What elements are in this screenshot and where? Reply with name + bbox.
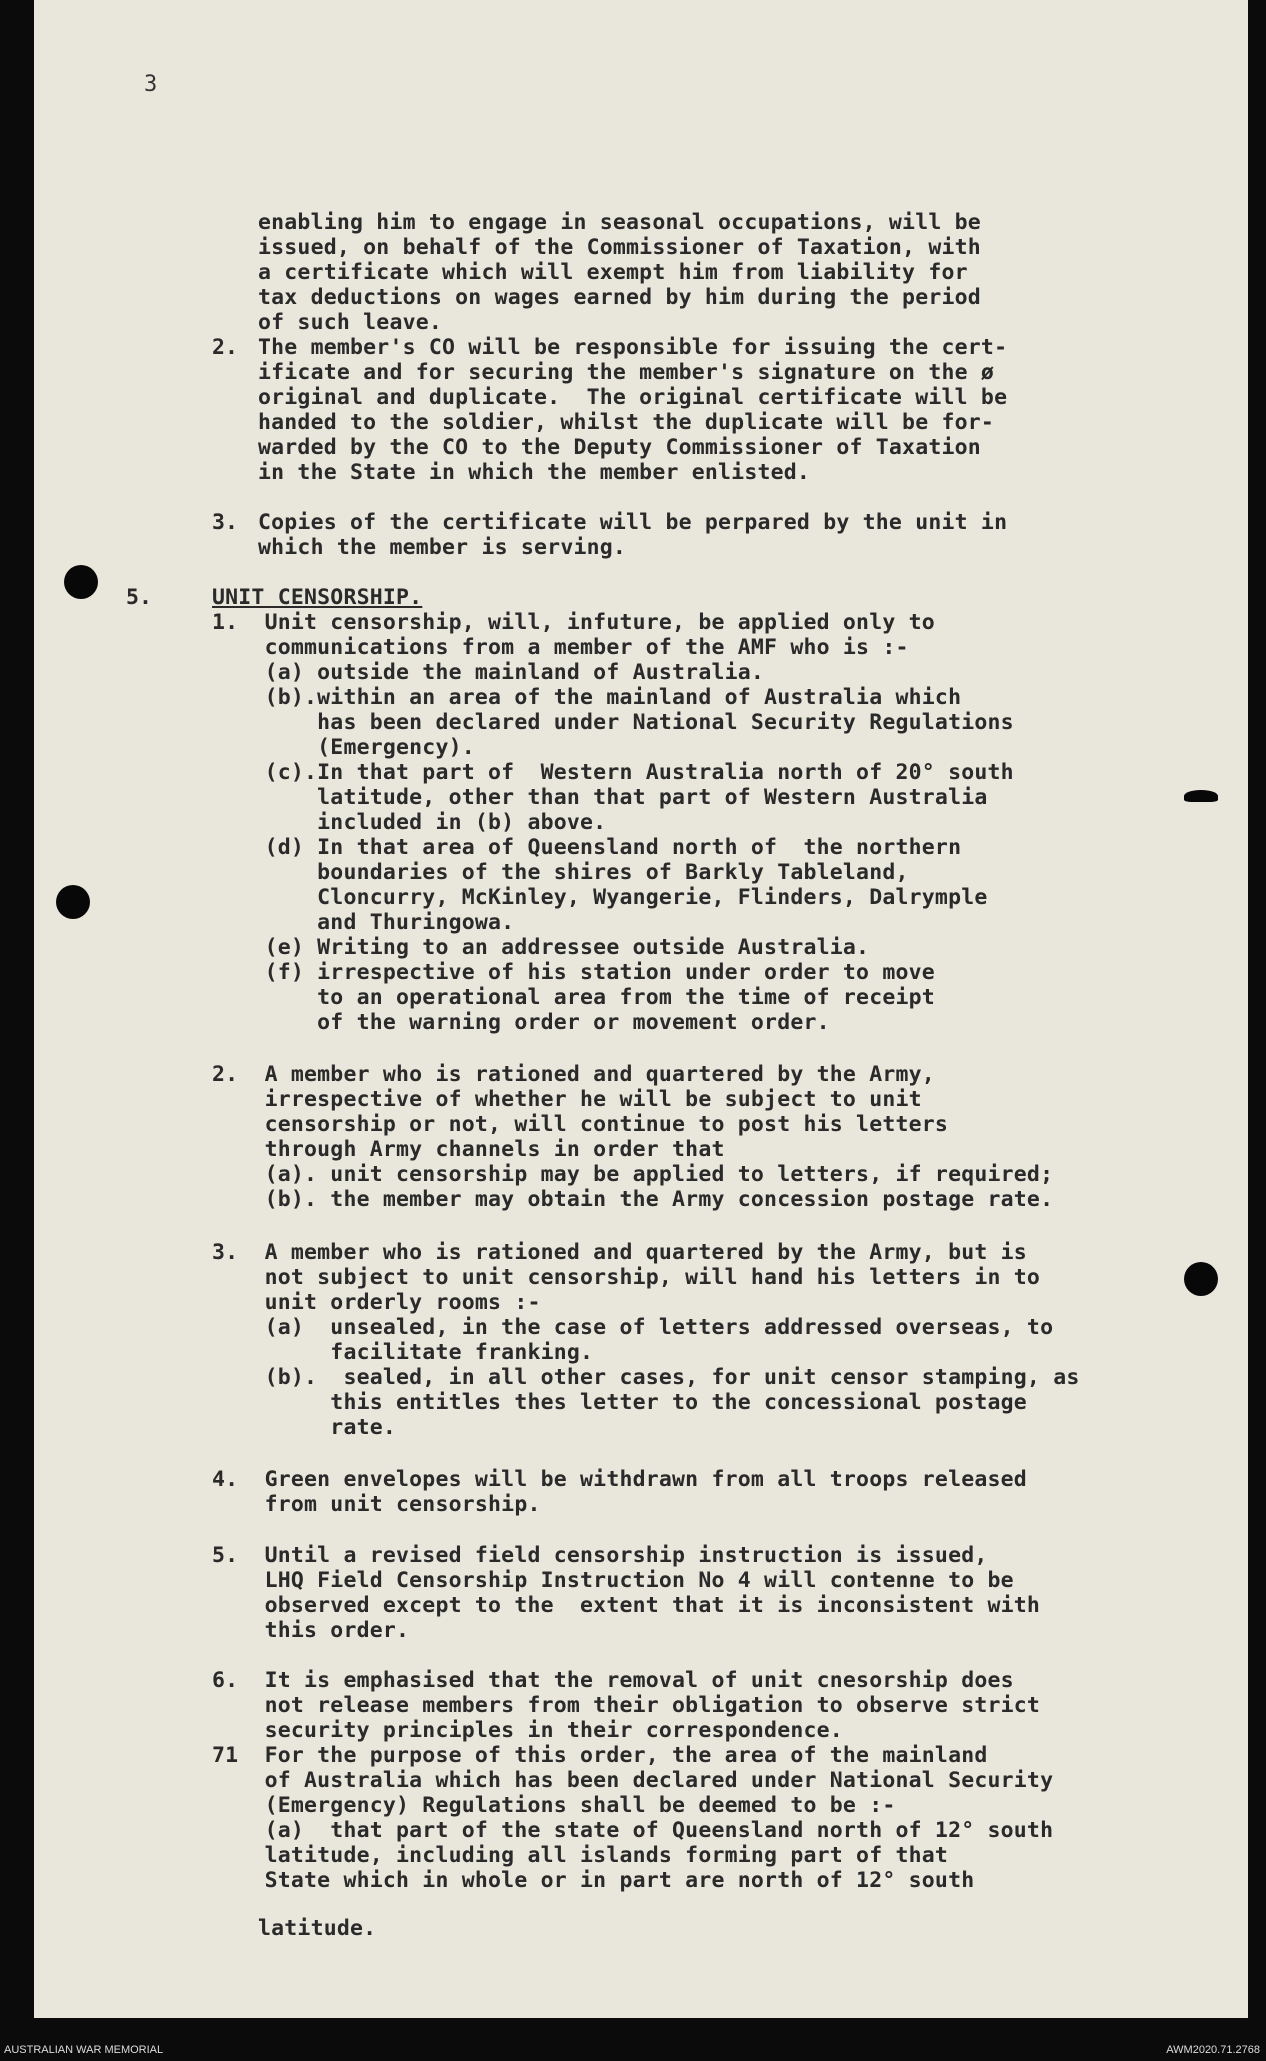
document-page xyxy=(34,0,1248,2018)
item-2-text: The member's CO will be responsible for issuing the cert- ificate and for securing the member's signature on the ø original and duplicate. The original certificate will be handed to the soldier, whilst the duplicate will be for- warded by the CO to the Deputy Commissioner of Taxation in the State in which the member enlisted. xyxy=(258,335,1008,485)
section-item-4: 4. Green envelopes will be withdrawn from all troops released from unit censorship. xyxy=(212,1467,1027,1517)
punch-hole xyxy=(56,885,90,919)
section-item-6: 6. It is emphasised that the removal of unit cnesorship does not release members from their obligation to observe strict security principles in their correspondence. xyxy=(212,1668,1041,1743)
page-mark: 3 xyxy=(144,72,158,97)
section-item-3: 3. A member who is rationed and quartered by the Army, but is not subject to unit censorship, will hand his letters in to unit orderly rooms :- (a) unsealed, in the case of letters addressed overseas, to facilitate franking. (b). sealed, in all other cases, for unit censor stamping, as this entitles thes letter to the concessional postage rate. xyxy=(212,1240,1080,1440)
section-heading: UNIT CENSORSHIP. xyxy=(212,585,423,610)
punch-hole xyxy=(64,565,98,599)
section-item-1: 1. Unit censorship, will, infuture, be applied only to communications from a member of the AMF who is :- (a) outside the mainland of Australia. (b).within an area of the mainland of Australia which has been declared under National Security Regulations (Emergency). (c).In that part of Western Australia north of 20° south latitude, other than that part of Western Australia included in (b) above. (d) In that area of Queensland north of the northern boundaries of the shires of Barkly Tableland, Cloncurry, McKinley, Wyangerie, Flinders, Dalrymple and Thuringowa. (e) Writing to an addressee outside Australia. (f) irrespective of his station under order to move to an operational area from the time of receipt of the warning order or movement order. xyxy=(212,610,1014,1035)
item-number: 2. xyxy=(212,335,238,360)
footer-left: AUSTRALIAN WAR MEMORIAL xyxy=(4,2044,164,2056)
section-number: 5. xyxy=(126,585,152,610)
punch-hole xyxy=(1184,1262,1218,1296)
paragraph-continuation: enabling him to engage in seasonal occupations, will be issued, on behalf of the Commissioner of Taxation, with a certificate which will exempt him from liability for tax deductions on wages earned by him during the period of such leave. xyxy=(258,210,981,335)
section-item-5: 5. Until a revised field censorship instruction is issued, LHQ Field Censorship Instruction No 4 will contenne to be observed except to the extent that it is inconsistent with this order. xyxy=(212,1543,1041,1643)
section-item-7: 71 For the purpose of this order, the area of the mainland of Australia which has been declared under National Security (Emergency) Regulations shall be deemed to be :- (a) that part of the state of Queensland north of 12° south latitude, including all islands forming part of that State which in whole or in part are north of 12° south xyxy=(212,1743,1054,1893)
footer-bar xyxy=(0,2044,1266,2061)
section-item-2: 2. A member who is rationed and quartered by the Army, irrespective of whether he will be subject to unit censorship or not, will continue to post his letters through Army channels in order that (a). unit censorship may be applied to letters, if required; (b). the member may obtain the Army concession postage rate. xyxy=(212,1062,1054,1212)
footer-right: AWM2020.71.2768 xyxy=(1166,2044,1260,2056)
punch-hole xyxy=(1184,790,1218,802)
section-item-7-end: latitude. xyxy=(258,1916,377,1941)
item-number: 3. xyxy=(212,510,238,535)
item-3-text: Copies of the certificate will be perpared by the unit in which the member is serving. xyxy=(258,510,1008,560)
